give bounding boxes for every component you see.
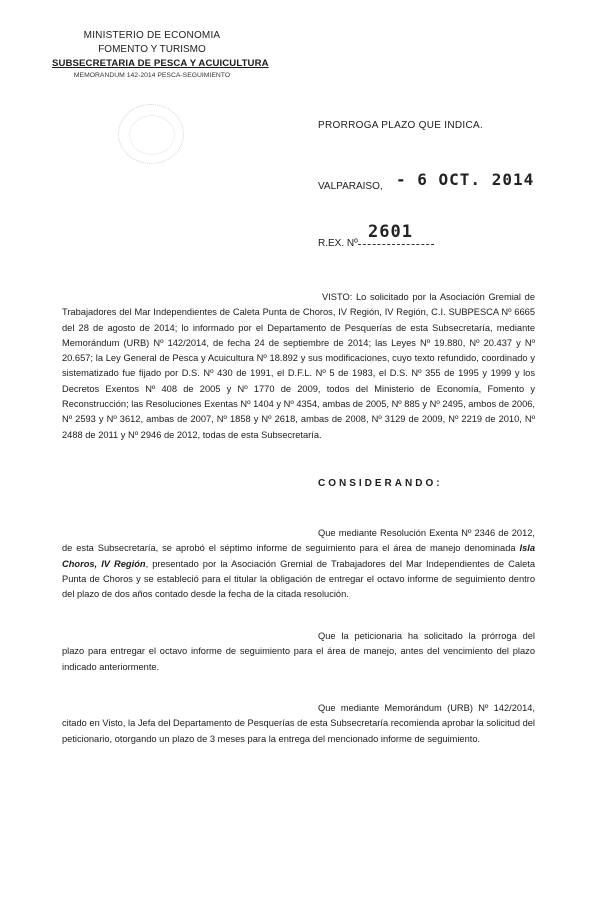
place-label: VALPARAISO, — [318, 181, 383, 192]
visto-text: Lo solicitado por la Asociación Gremial de Trabajadores del Mar Independientes de Caleta Punta de Choros, IV Región, IV Región, C.I. SUBPESCA Nº 6665 del 28 de agosto de 2014; lo informado por el Departamento de Pesquerías de esta Subsecretaría, mediante Memorándum (URB) Nº 142/2014, de fecha 24 de septiembre de 2014; las Leyes Nº 19.880, Nº 20.437 y Nº 20.657; la Ley General de Pesca y Acuicultura Nº 18.892 y sus modificaciones, cuyo texto refundido, coordinado y sistematizado fue fijado por D.S. Nº 430 de 1991, el D.F.L. Nº 5 de 1983, el D.S. Nº 355 de 1995 y 1999 y los Decretos Exentos Nº 408 de 2005 y Nº 1770 de 2009, todos del Ministerio de Economía, Fomento y Reconstrucción; las Resoluciones Exentas Nº 1404 y Nº 4354, ambas de 2005, Nº 885 y Nº 2495, ambos de 2006, Nº 2593 y Nº 3612, ambas de 2007, Nº 1858 y Nº 2618, ambas de 2008, Nº 3129 de 2009, Nº 2219 de 2010, Nº 2488 de 2011 y Nº 2946 de 2012, todas de esta Subsecretaría. — [62, 292, 535, 440]
visto-paragraph — [62, 290, 535, 443]
ministry-name: MINISTERIO DE ECONOMIA — [83, 30, 221, 41]
considerando-paragraph-1 — [62, 526, 535, 602]
considerando-heading: CONSIDERANDO: — [318, 478, 443, 489]
reference-line: MEMORANDUM 142-2014 PESCA-SEGUIMIENTO — [73, 72, 231, 79]
c1-text-b: , presentado por la Asociación Gremial de Trabajadores del Mar Independientes de Caleta Punta de Choros y se estableció para el titular la obligación de entregar el octavo informe de seguimiento dentro del plazo de dos años contado desde la fecha de la citada resolución. — [62, 558, 535, 600]
area-name: Isla Choros, IV Región — [62, 543, 535, 569]
rex-label: R.EX. Nº — [318, 238, 358, 249]
date-stamp: - 6 OCT. 2014 — [396, 170, 535, 189]
rex-number: 2601 — [368, 222, 413, 242]
c1-text-a: Que mediante Resolución Exenta Nº 2346 de 2012, de esta Subsecretaría, se aprobó el séptimo informe de seguimiento para el área de manejo denominada — [62, 528, 535, 554]
considerando-paragraph-2: Que la peticionaria ha solicitado la prórroga del plazo para entregar el octavo informe de seguimiento para el área de manejo, antes del vencimiento del plazo indicado anteriormente. — [62, 631, 535, 672]
document-subject: PRORROGA PLAZO QUE INDICA. — [318, 120, 484, 131]
visto-label: VISTO: — [322, 292, 353, 302]
faded-seal-stamp — [118, 104, 184, 164]
considerando-paragraph-3: Que mediante Memorándum (URB) Nº 142/2014, citado en Visto, la Jefa del Departamento de Pesquerías de esta Subsecretaría recomienda aprobar la solicitud del peticionario, otorgando un plazo de 3 meses para la entrega del mencionado informe de seguimiento. — [62, 703, 535, 744]
subsecretaria-name: SUBSECRETARIA DE PESCA Y ACUICULTURA — [52, 58, 269, 69]
letterhead — [52, 29, 269, 81]
seal-inner-ring — [129, 115, 175, 155]
ministry-dept: FOMENTO Y TURISMO — [98, 44, 206, 55]
rex-underline — [358, 244, 434, 245]
